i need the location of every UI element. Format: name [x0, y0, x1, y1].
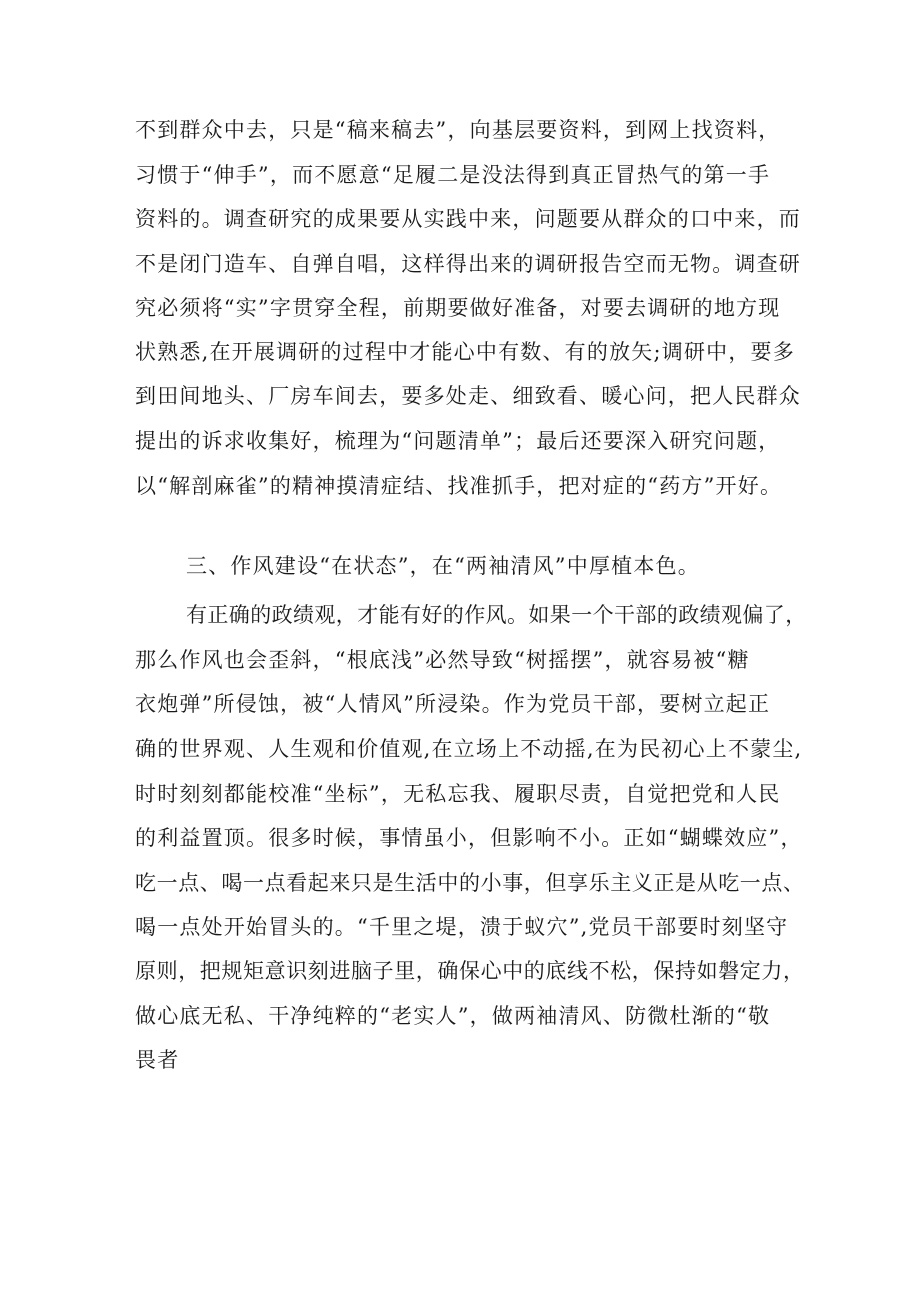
- text-line: 确的世界观、人生观和价值观,在立场上不动摇,在为民初心上不蒙尘,: [135, 737, 803, 761]
- text-line: 做心底无私、干净纯粹的“老实人”，做两袖清风、防微杜渐的“敬: [135, 1004, 771, 1028]
- text-line: 畏者: [135, 1048, 180, 1072]
- text-line: 提出的诉求收集好，梳理为“问题清单”；最后还要深入研究问题，: [135, 429, 781, 453]
- text-line: 吃一点、喝一点看起来只是生活中的小事，但享乐主义正是从吃一点、: [135, 871, 805, 895]
- text-line: 不是闭门造车、自弹自唱，这样得出来的调研报告空而无物。调查研: [135, 252, 801, 276]
- text-line: 的利益置顶。很多时候，事情虽小，但影响不小。正如“蝴蝶效应”，: [135, 826, 803, 850]
- text-line: 原则，把规矩意识刻进脑子里，确保心中的底线不松，保持如磐定力，: [135, 959, 805, 983]
- text-line: 习惯于“伸手”，而不愿意“足履二是没法得到真正冒热气的第一手: [135, 163, 771, 187]
- paragraph-first-line: 有正确的政绩观，才能有好的作风。如果一个干部的政绩观偏了，: [186, 603, 807, 627]
- text-line: 喝一点处开始冒头的。“千里之堤，溃于蚁穴”,党员干部要时刻坚守: [135, 915, 789, 939]
- text-line: 不到群众中去，只是“稿来稿去”，向基层要资料，到网上找资料，: [135, 118, 781, 142]
- text-line: 到田间地头、厂房车间去，要多处走、细致看、暖心问，把人民群众: [135, 384, 801, 408]
- text-line: 状熟悉,在开展调研的过程中才能心中有数、有的放矢;调研中，要多: [135, 340, 795, 364]
- text-line: 时时刻刻都能校准“坐标”，无私忘我、履职尽责，自觉把党和人民: [135, 782, 781, 806]
- text-line: 以“解剖麻雀”的精神摸清症结、找准抓手，把对症的“药方”开好。: [135, 474, 783, 498]
- text-line: 资料的。调查研究的成果要从实践中来，问题要从群众的口中来，而: [135, 207, 801, 231]
- text-line: 究必须将“实”字贯穿全程，前期要做好准备，对要去调研的地方现: [135, 296, 781, 320]
- text-line: 衣炮弹”所侵蚀，被“人情风”所浸染。作为党员干部，要树立起正: [135, 692, 771, 716]
- section-heading: 三、作风建设“在状态”，在“两袖清风”中厚植本色。: [186, 554, 700, 578]
- text-line: 那么作风也会歪斜，“根底浅”必然导致“树摇摆”，就容易被“糖: [135, 648, 750, 672]
